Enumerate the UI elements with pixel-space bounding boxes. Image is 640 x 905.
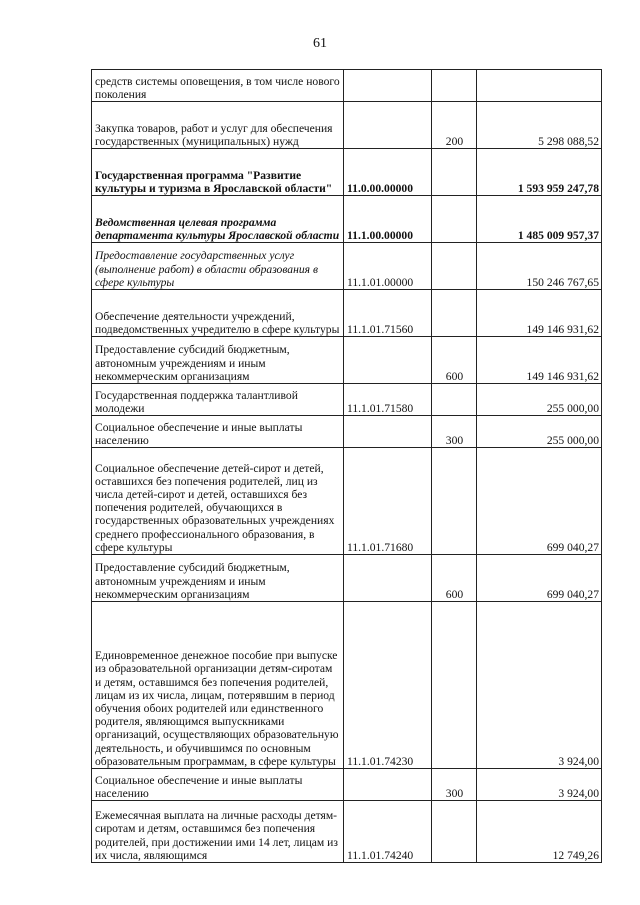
target-code-cell: [344, 555, 432, 602]
amount-cell: 149 146 931,62: [477, 290, 602, 337]
item-name-cell: Обеспечение деятельности учреждений, подведомственных учредителю в сфере культуры: [92, 290, 344, 337]
expense-type-cell: [432, 448, 477, 555]
target-code-cell: 11.1.01.71680: [344, 448, 432, 555]
item-name-cell: Ежемесячная выплата на личные расходы детям-сиротам и детям, оставшимся без попечения родителей, при достижении ими 14 лет, лицам из их числа, являющимся: [92, 801, 344, 863]
expense-type-cell: [432, 602, 477, 769]
expense-type-cell: [432, 384, 477, 416]
table-row: [92, 70, 602, 102]
table-row: [92, 243, 602, 290]
item-name-cell: Социальное обеспечение и иные выплаты населению: [92, 416, 344, 448]
table-row: [92, 196, 602, 243]
table-row: [92, 337, 602, 384]
table-row: [92, 416, 602, 448]
expense-type-cell: 200: [432, 102, 477, 149]
table-row: [92, 384, 602, 416]
item-name-cell: Социальное обеспечение и иные выплаты населению: [92, 769, 344, 801]
page-number: 61: [313, 36, 327, 51]
expense-type-cell: [432, 70, 477, 102]
target-code-cell: 11.1.01.71580: [344, 384, 432, 416]
target-code-cell: 11.0.00.00000: [344, 149, 432, 196]
item-name-cell: Социальное обеспечение детей-сирот и детей, оставшихся без попечения родителей, лиц из числа детей-сирот и детей, оставшихся без попечения родителей, обучающихся в государственных образовательных учреждениях среднего профессионального образования, в сфере культуры: [92, 448, 344, 555]
item-name-cell: Предоставление субсидий бюджетным, автономным учреждениям и иным некоммерческим организациям: [92, 555, 344, 602]
amount-cell: [477, 70, 602, 102]
item-name-cell: Государственная программа "Развитие культуры и туризма в Ярославской области": [92, 149, 344, 196]
item-name-cell: Государственная поддержка талантливой молодежи: [92, 384, 344, 416]
target-code-cell: 11.1.01.74240: [344, 801, 432, 863]
target-code-cell: [344, 102, 432, 149]
amount-cell: 5 298 088,52: [477, 102, 602, 149]
amount-cell: 150 246 767,65: [477, 243, 602, 290]
item-name-cell: средств системы оповещения, в том числе нового поколения: [92, 70, 344, 102]
amount-cell: 3 924,00: [477, 769, 602, 801]
expense-type-cell: [432, 243, 477, 290]
amount-cell: 255 000,00: [477, 416, 602, 448]
item-name-cell: Предоставление государственных услуг (выполнение работ) в области образования в сфере культуры: [92, 243, 344, 290]
target-code-cell: 11.1.01.71560: [344, 290, 432, 337]
item-name-cell: Закупка товаров, работ и услуг для обеспечения государственных (муниципальных) нужд: [92, 102, 344, 149]
expense-type-cell: 600: [432, 555, 477, 602]
target-code-cell: [344, 337, 432, 384]
table-row: [92, 290, 602, 337]
amount-cell: 3 924,00: [477, 602, 602, 769]
target-code-cell: 11.1.01.00000: [344, 243, 432, 290]
amount-cell: 1 593 959 247,78: [477, 149, 602, 196]
expense-type-cell: [432, 149, 477, 196]
expense-type-cell: [432, 801, 477, 863]
table-row: [92, 769, 602, 801]
table-row: [92, 555, 602, 602]
table-row: [92, 102, 602, 149]
item-name-cell: Единовременное денежное пособие при выпуске из образовательной организации детям-сиротам и детям, оставшимся без попечения родителей, лицам из их числа, лицам, потерявшим в период обучения обоих родителей или единственного родителя, являющимся выпускниками организаций, осуществляющих образовательную деятельность, и обучившимся по основным образовательным программам, в сфере культуры: [92, 602, 344, 769]
table-row: [92, 149, 602, 196]
table-row: [92, 801, 602, 863]
amount-cell: 12 749,26: [477, 801, 602, 863]
amount-cell: 255 000,00: [477, 384, 602, 416]
table-row: [92, 602, 602, 769]
budget-table: [91, 69, 602, 863]
amount-cell: 149 146 931,62: [477, 337, 602, 384]
item-name-cell: Предоставление субсидий бюджетным, автономным учреждениям и иным некоммерческим организациям: [92, 337, 344, 384]
expense-type-cell: 300: [432, 416, 477, 448]
target-code-cell: 11.1.01.74230: [344, 602, 432, 769]
target-code-cell: [344, 416, 432, 448]
target-code-cell: [344, 70, 432, 102]
budget-table-body: [92, 70, 602, 863]
target-code-cell: [344, 769, 432, 801]
amount-cell: 699 040,27: [477, 448, 602, 555]
expense-type-cell: [432, 290, 477, 337]
item-name-cell: Ведомственная целевая программа департамента культуры Ярославской области: [92, 196, 344, 243]
expense-type-cell: [432, 196, 477, 243]
table-row: [92, 448, 602, 555]
target-code-cell: 11.1.00.00000: [344, 196, 432, 243]
expense-type-cell: 300: [432, 769, 477, 801]
expense-type-cell: 600: [432, 337, 477, 384]
amount-cell: 699 040,27: [477, 555, 602, 602]
amount-cell: 1 485 009 957,37: [477, 196, 602, 243]
